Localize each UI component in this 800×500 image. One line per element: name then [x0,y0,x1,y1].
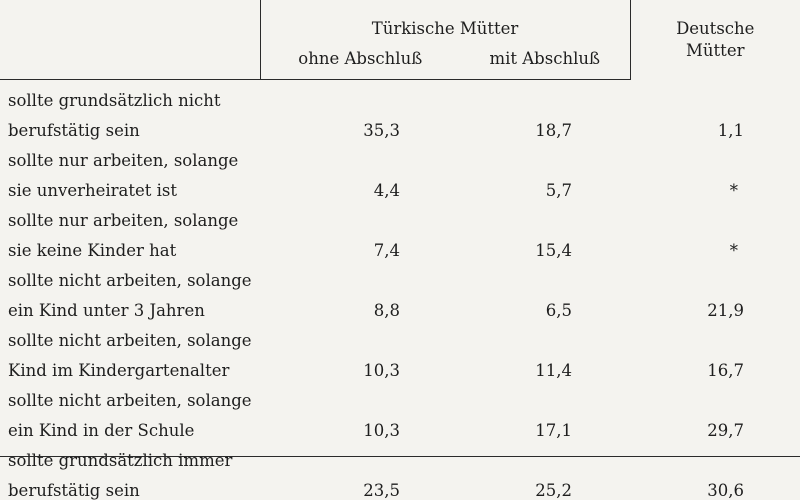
row-label-line2: ein Kind unter 3 Jahren [8,301,205,320]
row-label-line1: sollte grundsätzlich nicht [8,91,221,110]
value-ohne-abschluss: 8,8 [373,301,400,320]
table-row [0,380,800,410]
value-ohne-abschluss: 23,5 [363,481,400,500]
table-row [0,80,800,111]
table-row [0,440,800,470]
table-row [0,260,800,290]
value-deutsche-muetter: 16,7 [707,361,744,380]
row-label-line1: sollte nicht arbeiten, solange [8,331,252,350]
table-row [0,140,800,170]
value-mit-abschluss: 15,4 [535,241,572,260]
value-ohne-abschluss: 4,4 [373,181,400,200]
value-mit-abschluss: 11,4 [535,361,572,380]
row-label-line1: sollte nicht arbeiten, solange [8,391,252,410]
value-mit-abschluss: 25,2 [535,481,572,500]
value-deutsche-muetter: * [729,241,738,260]
col-header-deutsche-line1: Deutsche [676,18,755,38]
table-row [0,290,800,320]
value-ohne-abschluss: 10,3 [363,421,400,440]
col-header-deutsche-muetter [630,0,800,80]
table-row [0,320,800,350]
table-bottom-rule [0,456,800,457]
col-header-ohne-abschluss: ohne Abschluß [260,38,460,80]
col-header-deutsche-line2: Mütter [686,40,745,60]
value-ohne-abschluss: 10,3 [363,361,400,380]
row-label-line2: sie keine Kinder hat [8,241,177,260]
row-label-line2: ein Kind in der Schule [8,421,195,440]
table-row [0,470,800,500]
row-label-line1: sollte nur arbeiten, solange [8,151,239,170]
row-label-line2: berufstätig sein [8,481,140,500]
value-deutsche-muetter: 1,1 [717,121,744,140]
table-row [0,110,800,140]
table-row [0,200,800,230]
value-mit-abschluss: 18,7 [535,121,572,140]
table-row [0,350,800,380]
row-label-line2: Kind im Kindergartenalter [8,361,230,380]
row-label-line2: berufstätig sein [8,121,140,140]
row-label-line1: sollte nicht arbeiten, solange [8,271,252,290]
value-deutsche-muetter: 29,7 [707,421,744,440]
value-mit-abschluss: 6,5 [545,301,572,320]
row-label-line2: sie unverheiratet ist [8,181,178,200]
value-deutsche-muetter: 30,6 [707,481,744,500]
table-row [0,170,800,200]
value-deutsche-muetter: 21,9 [707,301,744,320]
value-ohne-abschluss: 7,4 [373,241,400,260]
row-label-line1: sollte grundsätzlich immer [8,451,233,470]
table-row [0,230,800,260]
group-header-tuerkische-muetter: Türkische Mütter [260,0,630,38]
value-ohne-abschluss: 35,3 [363,121,400,140]
value-mit-abschluss: 5,7 [545,181,572,200]
table-row [0,410,800,440]
col-header-mit-abschluss: mit Abschluß [460,38,630,80]
header-empty-cell [0,38,260,80]
value-mit-abschluss: 17,1 [535,421,572,440]
header-empty-cell [0,0,260,38]
row-label-line1: sollte nur arbeiten, solange [8,211,239,230]
value-deutsche-muetter: * [729,181,738,200]
